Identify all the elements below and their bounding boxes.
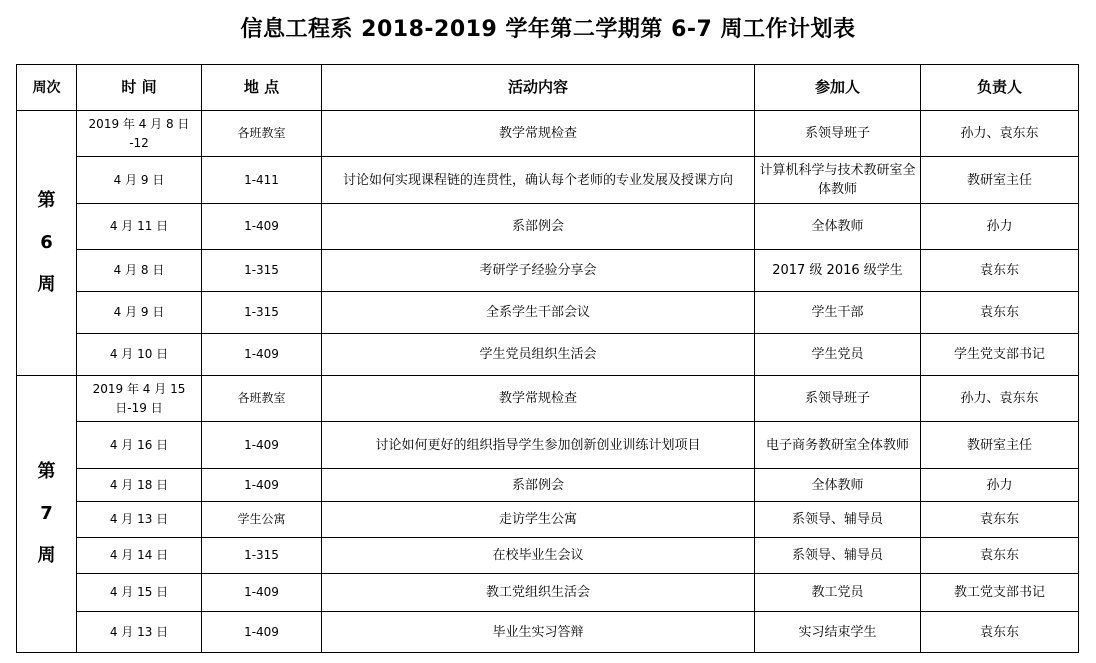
cell-responsible: 袁东东 xyxy=(921,538,1079,574)
cell-time: 4 月 13 日 xyxy=(77,612,202,653)
cell-participants: 计算机科学与技术教研室全体教师 xyxy=(755,157,921,204)
cell-responsible: 教研室主任 xyxy=(921,422,1079,469)
cell-place: 1-411 xyxy=(202,157,322,204)
cell-time: 4 月 16 日 xyxy=(77,422,202,469)
cell-place: 1-409 xyxy=(202,422,322,469)
table-row xyxy=(17,204,1079,250)
table-row xyxy=(17,612,1079,653)
week-label-cell xyxy=(17,111,77,376)
cell-place: 1-315 xyxy=(202,538,322,574)
cell-content: 系部例会 xyxy=(322,204,755,250)
cell-time: 4 月 11 日 xyxy=(77,204,202,250)
header-responsible: 负责人 xyxy=(921,65,1079,111)
cell-participants: 学生党员 xyxy=(755,334,921,376)
cell-place: 1-409 xyxy=(202,204,322,250)
week-label-char: 周 xyxy=(37,545,56,566)
cell-content: 学生党员组织生活会 xyxy=(322,334,755,376)
cell-place: 1-315 xyxy=(202,250,322,292)
week-label-char: 第 xyxy=(37,461,56,482)
cell-time: 4 月 9 日 xyxy=(77,292,202,334)
cell-place: 各班教室 xyxy=(202,111,322,157)
cell-responsible: 袁东东 xyxy=(921,250,1079,292)
table-body xyxy=(17,111,1079,653)
cell-content: 教学常规检查 xyxy=(322,376,755,422)
cell-time: 4 月 13 日 xyxy=(77,502,202,538)
cell-participants: 全体教师 xyxy=(755,204,921,250)
cell-time: 4 月 8 日 xyxy=(77,250,202,292)
table-row xyxy=(17,157,1079,204)
week-label-char: 6 xyxy=(40,232,53,253)
cell-time: 2019 年 4 月 15 日-19 日 xyxy=(77,376,202,422)
table-row xyxy=(17,502,1079,538)
table-row xyxy=(17,250,1079,292)
cell-time: 4 月 15 日 xyxy=(77,574,202,612)
header-content: 活动内容 xyxy=(322,65,755,111)
cell-place: 1-409 xyxy=(202,334,322,376)
cell-content: 毕业生实习答辩 xyxy=(322,612,755,653)
cell-place: 学生公寓 xyxy=(202,502,322,538)
cell-participants: 实习结束学生 xyxy=(755,612,921,653)
table-row xyxy=(17,538,1079,574)
cell-place: 1-315 xyxy=(202,292,322,334)
cell-responsible: 学生党支部书记 xyxy=(921,334,1079,376)
cell-responsible: 孙力 xyxy=(921,469,1079,502)
cell-participants: 系领导班子 xyxy=(755,111,921,157)
table-row xyxy=(17,574,1079,612)
cell-time: 2019 年 4 月 8 日 -12 xyxy=(77,111,202,157)
cell-content: 走访学生公寓 xyxy=(322,502,755,538)
header-place: 地 点 xyxy=(202,65,322,111)
cell-place: 1-409 xyxy=(202,469,322,502)
cell-participants: 学生干部 xyxy=(755,292,921,334)
cell-time: 4 月 10 日 xyxy=(77,334,202,376)
cell-responsible: 教工党支部书记 xyxy=(921,574,1079,612)
cell-content: 讨论如何更好的组织指导学生参加创新创业训练计划项目 xyxy=(322,422,755,469)
cell-responsible: 袁东东 xyxy=(921,612,1079,653)
cell-content: 讨论如何实现课程链的连贯性，确认每个老师的专业发展及授课方向 xyxy=(322,157,755,204)
header-participants: 参加人 xyxy=(755,65,921,111)
cell-responsible: 孙力、袁东东 xyxy=(921,376,1079,422)
work-plan-table xyxy=(16,64,1079,653)
cell-content: 全系学生干部会议 xyxy=(322,292,755,334)
cell-place: 1-409 xyxy=(202,574,322,612)
table-row xyxy=(17,422,1079,469)
cell-participants: 系领导、辅导员 xyxy=(755,502,921,538)
cell-place: 各班教室 xyxy=(202,376,322,422)
page-title: 信息工程系 2018-2019 学年第二学期第 6-7 周工作计划表 xyxy=(240,17,856,42)
cell-participants: 全体教师 xyxy=(755,469,921,502)
header-week: 周次 xyxy=(17,65,77,111)
week-label-cell xyxy=(17,376,77,653)
cell-time: 4 月 9 日 xyxy=(77,157,202,204)
table-row xyxy=(17,292,1079,334)
cell-responsible: 孙力、袁东东 xyxy=(921,111,1079,157)
cell-participants: 系领导、辅导员 xyxy=(755,538,921,574)
week-label-char: 周 xyxy=(37,274,56,295)
cell-responsible: 孙力 xyxy=(921,204,1079,250)
week-label-char: 7 xyxy=(40,503,53,524)
table-row xyxy=(17,111,1079,157)
cell-responsible: 袁东东 xyxy=(921,502,1079,538)
cell-participants: 教工党员 xyxy=(755,574,921,612)
cell-participants: 2017 级 2016 级学生 xyxy=(755,250,921,292)
cell-time: 4 月 18 日 xyxy=(77,469,202,502)
cell-responsible: 袁东东 xyxy=(921,292,1079,334)
week-label-char: 第 xyxy=(37,190,56,211)
cell-content: 考研学子经验分享会 xyxy=(322,250,755,292)
cell-content: 在校毕业生会议 xyxy=(322,538,755,574)
table-row xyxy=(17,469,1079,502)
header-row xyxy=(17,65,1079,111)
cell-responsible: 教研室主任 xyxy=(921,157,1079,204)
table-row xyxy=(17,376,1079,422)
table-row xyxy=(17,334,1079,376)
header-time: 时 间 xyxy=(77,65,202,111)
cell-participants: 系领导班子 xyxy=(755,376,921,422)
cell-time: 4 月 14 日 xyxy=(77,538,202,574)
cell-place: 1-409 xyxy=(202,612,322,653)
cell-content: 系部例会 xyxy=(322,469,755,502)
cell-content: 教工党组织生活会 xyxy=(322,574,755,612)
cell-participants: 电子商务教研室全体教师 xyxy=(755,422,921,469)
cell-content: 教学常规检查 xyxy=(322,111,755,157)
